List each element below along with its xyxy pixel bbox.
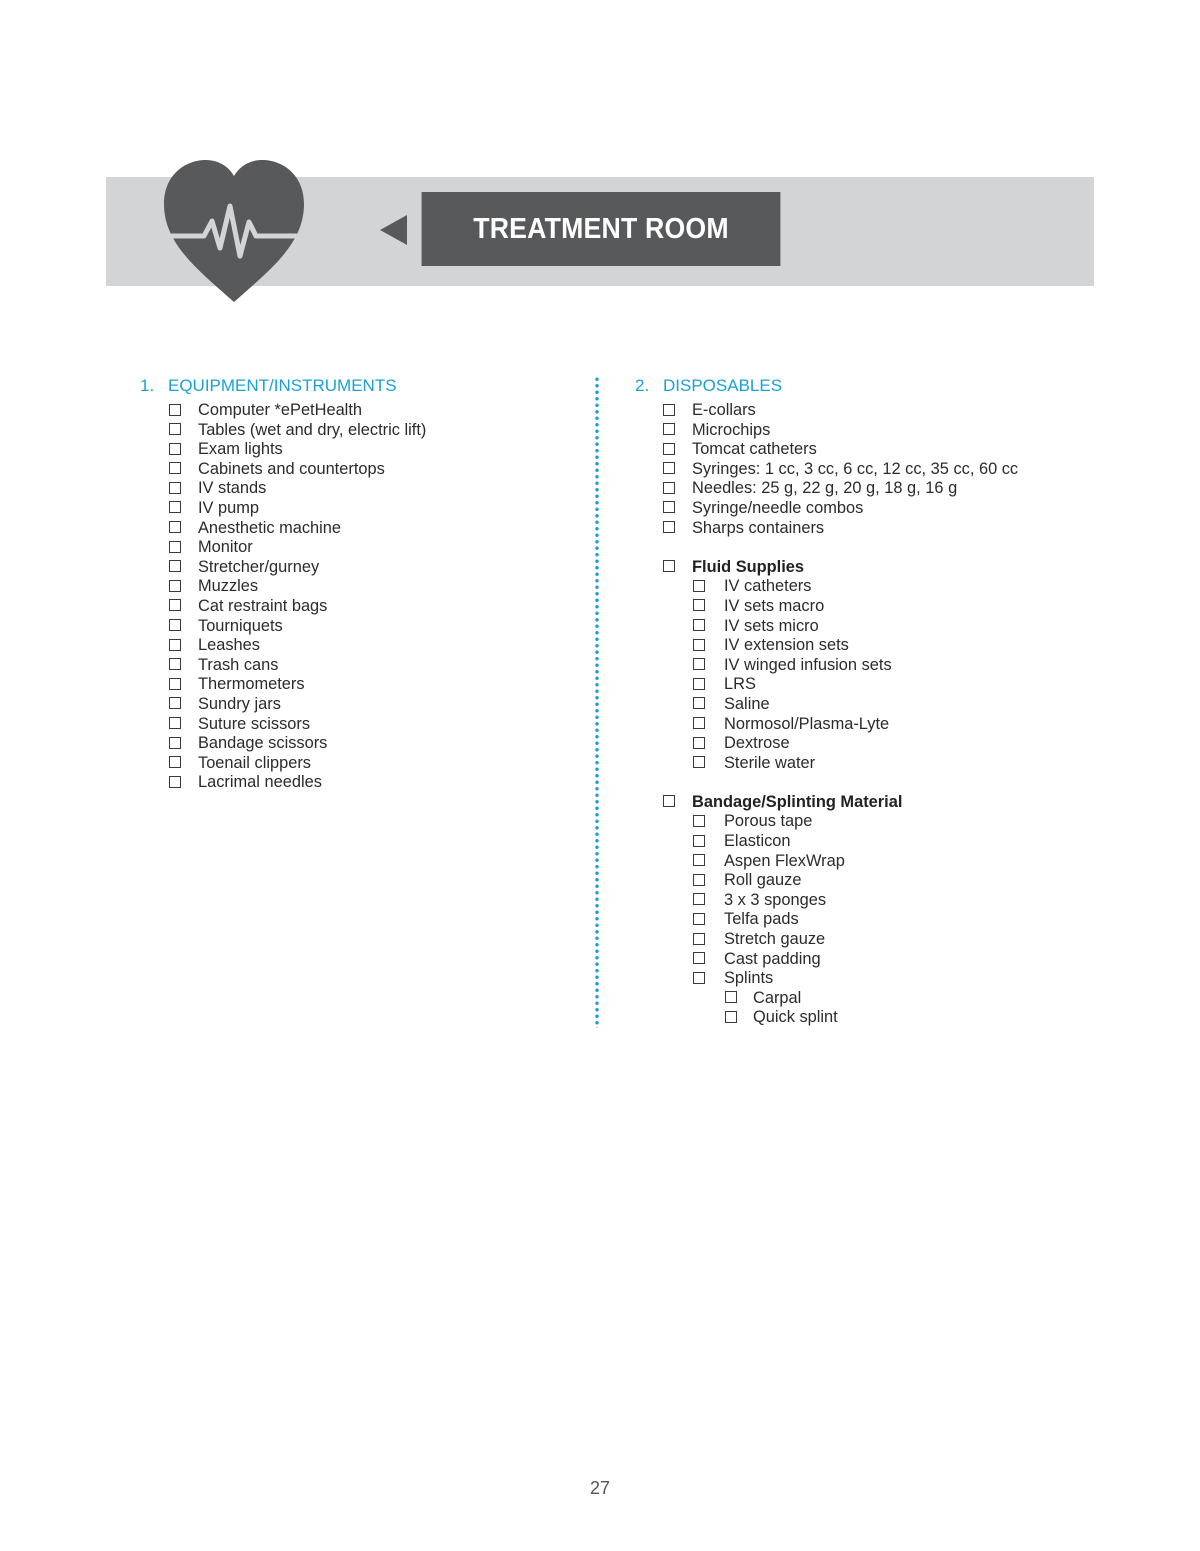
checkbox[interactable] bbox=[169, 560, 181, 572]
checkbox[interactable] bbox=[693, 815, 705, 827]
checklist-item bbox=[140, 773, 580, 793]
checklist-item bbox=[140, 440, 580, 460]
checkbox[interactable] bbox=[693, 854, 705, 866]
disposables-heading-text: DISPOSABLES bbox=[663, 376, 783, 395]
checklist-item bbox=[635, 440, 1095, 460]
checklist-item bbox=[140, 558, 580, 578]
checklist-item-label: Suture scissors bbox=[198, 714, 311, 733]
checklist-item-label: Tomcat catheters bbox=[692, 440, 817, 459]
checklist-item-label: Bandage scissors bbox=[198, 734, 328, 753]
checklist-subitem bbox=[635, 656, 1095, 676]
checkbox[interactable] bbox=[169, 756, 181, 768]
checklist-item-label: Needles: 25 g, 22 g, 20 g, 18 g, 16 g bbox=[692, 479, 958, 498]
checklist-subitem bbox=[635, 930, 1095, 950]
checkbox[interactable] bbox=[725, 1011, 737, 1023]
heart-pulse-icon bbox=[158, 152, 310, 304]
splint-subitem-label: Quick splint bbox=[753, 1008, 838, 1027]
equipment-heading bbox=[140, 374, 580, 398]
checklist-subitem bbox=[635, 832, 1095, 852]
checkbox[interactable] bbox=[693, 737, 705, 749]
checklist-item-label: Microchips bbox=[692, 420, 771, 439]
list-spacer bbox=[635, 538, 1095, 558]
checklist-item bbox=[140, 597, 580, 617]
checkbox[interactable] bbox=[693, 874, 705, 886]
checkbox[interactable] bbox=[169, 619, 181, 631]
checkbox[interactable] bbox=[169, 404, 181, 416]
checklist-subitem-label: IV winged infusion sets bbox=[724, 655, 892, 674]
checklist-item-label: Muzzles bbox=[198, 577, 259, 596]
checklist-item-label: Computer *ePetHealth bbox=[198, 401, 362, 419]
checkbox[interactable] bbox=[663, 423, 675, 435]
splint-subitem bbox=[635, 1008, 1095, 1028]
checkbox[interactable] bbox=[663, 795, 675, 807]
checklist-subitem bbox=[635, 852, 1095, 872]
disposables-heading bbox=[635, 374, 1095, 398]
equipment-section bbox=[140, 374, 580, 793]
checklist-item bbox=[140, 401, 580, 421]
checkbox[interactable] bbox=[693, 717, 705, 729]
page-number: 27 bbox=[589, 1478, 611, 1498]
checkbox[interactable] bbox=[169, 462, 181, 474]
splint-subitem bbox=[635, 989, 1095, 1009]
checkbox[interactable] bbox=[663, 501, 675, 513]
checklist-subitem-label: Telfa pads bbox=[724, 910, 799, 929]
list-spacer bbox=[635, 773, 1095, 793]
checklist-subitem-label: IV sets macro bbox=[724, 596, 825, 615]
equipment-number: 1. bbox=[140, 376, 155, 395]
checklist-item bbox=[635, 479, 1095, 499]
checklist-item bbox=[140, 460, 580, 480]
checkbox[interactable] bbox=[169, 658, 181, 670]
checklist-item-label: Syringe/needle combos bbox=[692, 498, 864, 517]
checkbox[interactable] bbox=[693, 697, 705, 709]
checklist-item bbox=[140, 715, 580, 735]
checklist-subitem-label: Porous tape bbox=[724, 812, 813, 831]
checklist-item bbox=[140, 577, 580, 597]
checkbox[interactable] bbox=[663, 560, 675, 572]
checklist-item-label: Cabinets and countertops bbox=[198, 459, 385, 478]
checklist-item-label: Cat restraint bags bbox=[198, 596, 328, 615]
checklist-subitem-label: IV catheters bbox=[724, 577, 812, 596]
checklist-item-label: Exam lights bbox=[198, 440, 283, 459]
checkbox[interactable] bbox=[663, 521, 675, 533]
checklist-item-label: Stretcher/gurney bbox=[198, 557, 320, 576]
checklist-subitem bbox=[635, 969, 1095, 989]
checklist-subitem bbox=[635, 715, 1095, 735]
checklist-subitem-label: Sterile water bbox=[724, 753, 816, 772]
checklist-item bbox=[140, 734, 580, 754]
bandage-group bbox=[635, 793, 1095, 813]
bandage-group-label: Bandage/Splinting Material bbox=[692, 792, 903, 811]
checklist-item-label: Toenail clippers bbox=[198, 753, 311, 772]
checkbox[interactable] bbox=[169, 697, 181, 709]
equipment-heading-text: EQUIPMENT/INSTRUMENTS bbox=[168, 376, 397, 395]
checklist-subitem bbox=[635, 910, 1095, 930]
checklist-item bbox=[635, 401, 1095, 421]
checkbox[interactable] bbox=[693, 913, 705, 925]
checklist-item bbox=[635, 519, 1095, 539]
checklist-item-label: Tourniquets bbox=[198, 616, 283, 635]
checklist-subitem bbox=[635, 675, 1095, 695]
checklist-item-label: Lacrimal needles bbox=[198, 773, 322, 792]
checklist-item-label: Tables (wet and dry, electric lift) bbox=[198, 420, 427, 439]
checklist-subitem-label: Splints bbox=[724, 969, 774, 988]
checklist-item-label: Syringes: 1 cc, 3 cc, 6 cc, 12 cc, 35 cc, 60 cc bbox=[692, 459, 1019, 478]
checkbox[interactable] bbox=[663, 404, 675, 416]
checklist-item bbox=[140, 675, 580, 695]
checklist-item bbox=[140, 538, 580, 558]
checklist-item-label: Thermometers bbox=[198, 675, 305, 694]
checklist-item bbox=[140, 636, 580, 656]
checkbox[interactable] bbox=[693, 972, 705, 984]
checkbox[interactable] bbox=[169, 501, 181, 513]
checkbox[interactable] bbox=[169, 678, 181, 690]
checkbox[interactable] bbox=[693, 658, 705, 670]
checklist-item-label: Sundry jars bbox=[198, 694, 281, 713]
checklist-item bbox=[140, 754, 580, 774]
checklist-item-label: E-collars bbox=[692, 401, 756, 419]
checklist-item bbox=[140, 421, 580, 441]
checklist-item-label: IV stands bbox=[198, 479, 267, 498]
checklist-subitem bbox=[635, 636, 1095, 656]
checkbox[interactable] bbox=[169, 717, 181, 729]
checklist-item bbox=[140, 499, 580, 519]
checklist-item-label: Anesthetic machine bbox=[198, 518, 342, 537]
checkbox[interactable] bbox=[663, 443, 675, 455]
checklist-subitem bbox=[635, 754, 1095, 774]
checkbox[interactable] bbox=[169, 423, 181, 435]
checkbox[interactable] bbox=[169, 443, 181, 455]
checkbox[interactable] bbox=[693, 678, 705, 690]
checkbox[interactable] bbox=[693, 599, 705, 611]
checklist-item bbox=[635, 460, 1095, 480]
checklist-subitem-label: IV sets micro bbox=[724, 616, 819, 635]
checkbox[interactable] bbox=[169, 737, 181, 749]
checkbox[interactable] bbox=[725, 991, 737, 1003]
checkbox[interactable] bbox=[693, 619, 705, 631]
checklist-subitem-label: 3 x 3 sponges bbox=[724, 890, 827, 909]
checklist-item bbox=[635, 421, 1095, 441]
checkbox[interactable] bbox=[693, 933, 705, 945]
disposables-section bbox=[635, 374, 1095, 1028]
checklist-subitem bbox=[635, 577, 1095, 597]
checkbox[interactable] bbox=[169, 482, 181, 494]
checklist-item-label: Trash cans bbox=[198, 655, 279, 674]
checkbox[interactable] bbox=[663, 462, 675, 474]
checklist-subitem-label: Dextrose bbox=[724, 734, 790, 753]
checklist-item bbox=[140, 617, 580, 637]
checklist-subitem bbox=[635, 695, 1095, 715]
splint-subitem-label: Carpal bbox=[753, 988, 802, 1007]
checklist-item bbox=[635, 499, 1095, 519]
checklist-subitem-label: Roll gauze bbox=[724, 871, 802, 890]
checklist-item bbox=[140, 656, 580, 676]
checkbox[interactable] bbox=[663, 482, 675, 494]
checkbox[interactable] bbox=[693, 893, 705, 905]
checklist-item bbox=[140, 519, 580, 539]
page-title: TREATMENT ROOM bbox=[422, 192, 781, 266]
checkbox[interactable] bbox=[693, 639, 705, 651]
fluid-supplies-group-label: Fluid Supplies bbox=[692, 557, 805, 576]
disposables-number: 2. bbox=[635, 376, 650, 395]
checklist-subitem-label: Stretch gauze bbox=[724, 930, 826, 949]
checklist-subitem-label: LRS bbox=[724, 675, 756, 694]
equipment-list bbox=[140, 401, 580, 793]
checklist-subitem-label: IV extension sets bbox=[724, 636, 849, 655]
checklist-subitem-label: Cast padding bbox=[724, 949, 821, 968]
checklist-subitem bbox=[635, 950, 1095, 970]
checklist-subitem bbox=[635, 597, 1095, 617]
checkbox[interactable] bbox=[693, 756, 705, 768]
checklist-item-label: Sharps containers bbox=[692, 518, 825, 537]
title-arrow bbox=[380, 215, 407, 245]
checklist-item-label: Monitor bbox=[198, 538, 253, 557]
column-divider bbox=[595, 376, 599, 1028]
checklist-subitem-label: Aspen FlexWrap bbox=[724, 851, 845, 870]
checklist-subitem bbox=[635, 617, 1095, 637]
checklist-subitem bbox=[635, 891, 1095, 911]
checkbox[interactable] bbox=[169, 639, 181, 651]
checklist-subitem bbox=[635, 812, 1095, 832]
checklist-subitem-label: Saline bbox=[724, 694, 770, 713]
checkbox[interactable] bbox=[169, 580, 181, 592]
checklist-subitem-label: Normosol/Plasma-Lyte bbox=[724, 714, 890, 733]
checkbox[interactable] bbox=[693, 835, 705, 847]
checklist-subitem bbox=[635, 871, 1095, 891]
fluid-supplies-group bbox=[635, 558, 1095, 578]
checklist-subitem bbox=[635, 734, 1095, 754]
checkbox[interactable] bbox=[693, 952, 705, 964]
checklist-item bbox=[140, 695, 580, 715]
checkbox[interactable] bbox=[693, 580, 705, 592]
checklist-item-label: Leashes bbox=[198, 636, 260, 655]
checklist-item-label: IV pump bbox=[198, 498, 260, 517]
checkbox[interactable] bbox=[169, 521, 181, 533]
checkbox[interactable] bbox=[169, 541, 181, 553]
checklist-item bbox=[140, 479, 580, 499]
disposables-list bbox=[635, 401, 1095, 1028]
checklist-subitem-label: Elasticon bbox=[724, 832, 791, 851]
checkbox[interactable] bbox=[169, 776, 181, 788]
checkbox[interactable] bbox=[169, 599, 181, 611]
